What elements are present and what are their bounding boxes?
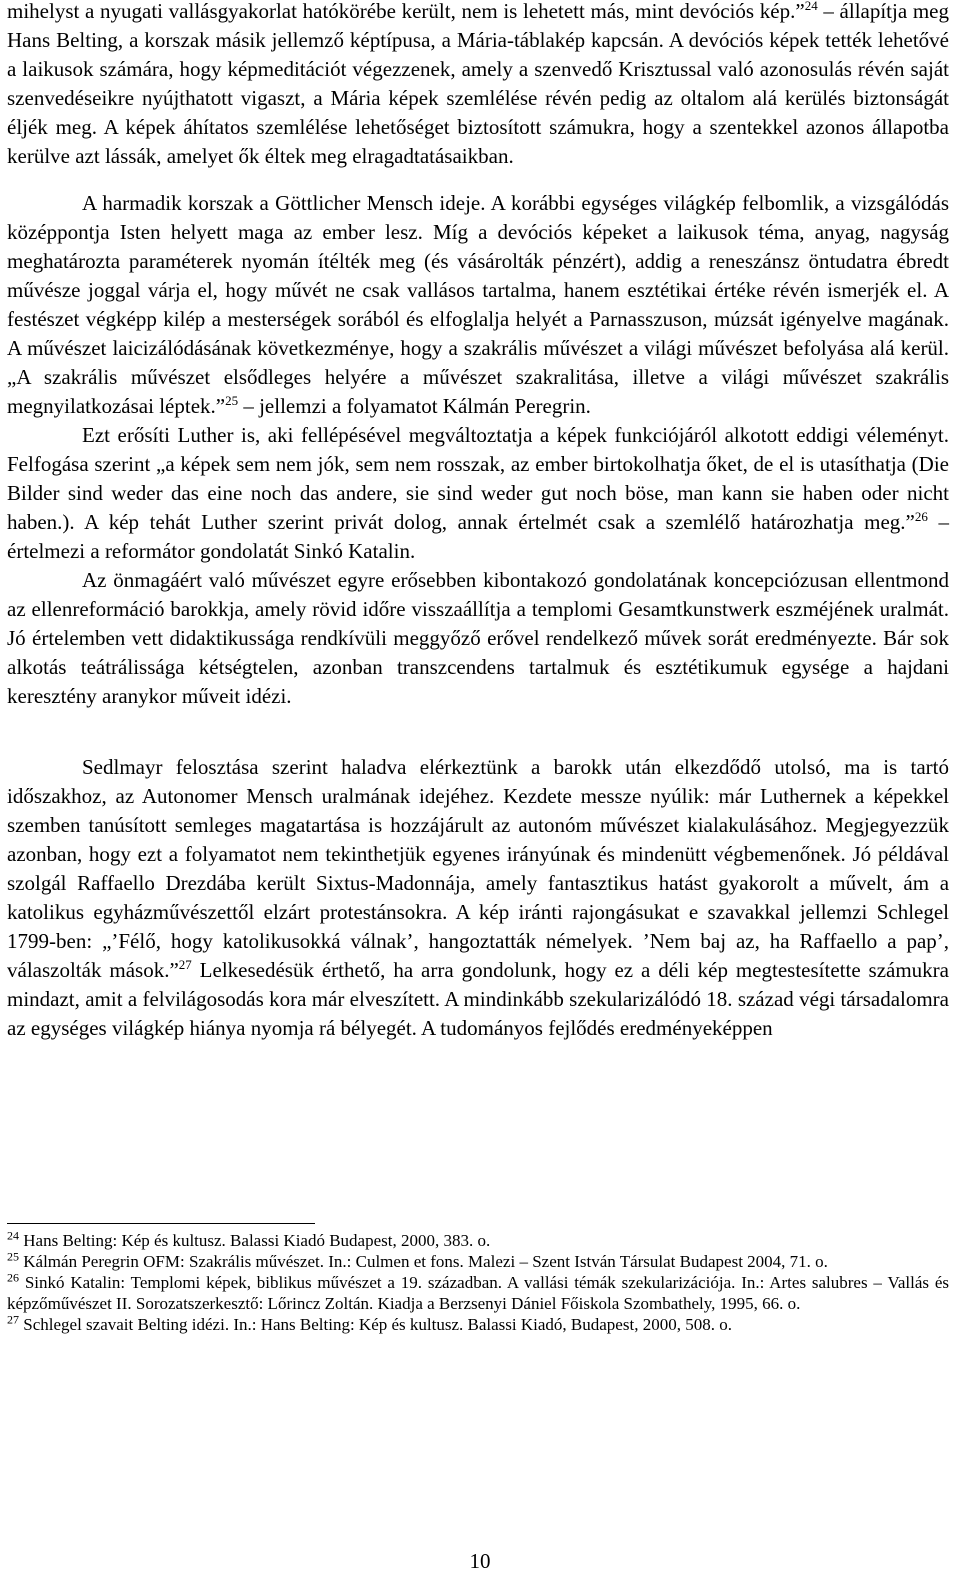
footnote-separator xyxy=(7,1223,315,1224)
paragraph-4 xyxy=(7,566,949,711)
text: a szentekkel azonos állapotba kerülve azt lássák, amelyet ők éltek meg elragadtatásaikban. xyxy=(7,115,949,168)
text: szerint privát dolog, annak értelmét csak a szemlélő határozhatja meg.” xyxy=(267,510,915,534)
text: ’Nem baj az, ha Raffaello a pap’, válaszolták mások.” xyxy=(7,929,950,982)
paragraph-1 xyxy=(7,0,949,171)
text: sind weder gut noch böse, man kann sie haben oder nicht haben.). A kép tehát Luther xyxy=(7,481,949,534)
text: rendkívüli meggyőző erővel rendelkező művek sorát eredményezte. Bár sok alkotás xyxy=(7,626,949,679)
text: szakralitása, illetve a világi művészet szakrális megnyilatkozásai léptek.” xyxy=(7,365,950,418)
text: képeket a laikusok téma, anyag, nagyság meghatározta paraméterek nyomán ítélték meg xyxy=(7,220,950,273)
text: teátrálissága kétségtelen, azonban transzcendens tartalmuk és esztétikumuk egysége a xyxy=(80,655,873,679)
footnote-text: Hans Belting: Kép és kultusz. Balassi Kiadó Budapest, 2000, 383. o. xyxy=(19,1231,491,1250)
text: A harmadik korszak a Göttlicher Mensch ideje. A korábbi egységes világkép xyxy=(82,191,736,215)
text: Sedlmayr felosztása szerint haladva elérkeztünk a barokk után elkezdődő utolsó, xyxy=(82,755,831,779)
text: felbomlik, a vizsgálódás középpontja Isten helyett maga az ember lesz. Míg a devóciós xyxy=(7,191,949,244)
text: Drezdába került Sixtus-Madonnája, amely fantasztikus hatást gyakorolt a művelt, ám a xyxy=(165,871,950,895)
footnote-number: 27 xyxy=(7,1312,19,1327)
text: templomi Gesamtkunstwerk eszméjének uralmát. Jó értelemben vett didaktikussága xyxy=(7,597,950,650)
body-text xyxy=(7,0,949,1043)
footnote-text: Sinkó Katalin: Templomi képek, biblikus művészet a 19. században. A vallási témák szekularizációja. In.: Artes salubres – Vallás és képzőművészet II. Sorozatszerkesztő: Lőrincz Zoltán. Kiadja a Berzsenyi Dániel Főiskola Szombathely, 1995, 66. o. xyxy=(7,1273,949,1313)
text: folyamatot Kálmán Peregrin. xyxy=(346,394,591,418)
footnote-number: 24 xyxy=(7,1228,19,1243)
text: Lelkesedésük érthető, ha arra xyxy=(191,958,454,982)
text: mihelyst a nyugati vallásgyakorlat hatókörébe került, nem is lehetett más, mint devóciós xyxy=(7,0,755,23)
text: jellemzi Schlegel 1799-ben: „’Félő, hogy katolikusokká válnak’, hangoztatták némelyek. xyxy=(7,900,950,953)
text: nyújthatott vigaszt, a Mária képek szemlélése révén pedig az oltalom alá kerülés xyxy=(141,86,846,110)
text: végezzenek, amely a szenvedő Krisztussal való azonosulás révén saját szenvedéseikre xyxy=(7,57,949,110)
text: (és vásárolták pénzért), addig a reneszánsz öntudatra ébredt művésze joggal várja el, hogy xyxy=(7,249,949,302)
text: biztonságát éljék meg. A képek áhítatos szemlélése lehetőséget biztosított számukra, hogy xyxy=(7,86,949,139)
text: kép.” xyxy=(759,0,805,23)
text: művészet befolyása alá kerül. „A szakrális művészet elsődleges helyére a művészet xyxy=(7,336,950,389)
footnote-text: Schlegel szavait Belting idézi. In.: Hans Belting: Kép és kultusz. Balassi Kiadó, Budapest, 2000, 508. o. xyxy=(19,1315,732,1334)
text: koncepciózusan ellentmond az ellenreformáció barokkja, amely rövid időre visszaállítja a xyxy=(7,568,950,621)
footnote-text: Kálmán Peregrin OFM: Szakrális művészet. In.: Culmen et fons. Malezi – Szent István Társulat Budapest 2004, 71. o. xyxy=(19,1252,828,1271)
footnote-27 xyxy=(7,1314,949,1335)
text: Az önmagáért való művészet egyre erősebben kibontakozó gondolatának xyxy=(82,568,707,592)
text: katolikus egyházművészettől elzárt protestánsokra. A kép iránti rajongásukat e szavakkal xyxy=(7,900,791,924)
footnote-ref-25[interactable]: 25 xyxy=(225,393,239,408)
text: hajdani keresztény aranykor műveit idézi. xyxy=(7,655,950,708)
paragraph-2 xyxy=(7,189,949,421)
text: reformátor gondolatát Sinkó Katalin. xyxy=(104,539,416,563)
text: eddigi véleményt. Felfogása szerint „a képek sem nem jók, sem nem rosszak, az ember xyxy=(7,423,949,476)
footnote-26 xyxy=(7,1272,949,1314)
text: tekinthetjük egyenes irányúnak és mindenütt végbemenőnek. Jó példával szolgál Raffaello xyxy=(7,842,950,895)
text: egységes világkép hiánya nyomja rá bélyegét. A tudományos fejlődés eredményeképpen xyxy=(30,1016,773,1040)
text: – értelmezi a xyxy=(7,510,950,563)
text: ma is tartó időszakhoz, az Autonomer Mensch uralmának idejéhez. Kezdete messze xyxy=(7,755,950,808)
text: kora már elveszített. A mindinkább szekularizálódó 18. század végi társadalomra az xyxy=(7,987,949,1040)
footnotes xyxy=(7,1230,949,1335)
text: – állapítja meg Hans Belting, a korszak másik jellemző képtípusa, a Mária-táblakép xyxy=(7,0,950,52)
footnote-24 xyxy=(7,1230,949,1251)
text: – jellemzi a xyxy=(238,394,342,418)
footnote-ref-24[interactable]: 24 xyxy=(804,0,818,13)
text: Ezt erősíti Luther is, aki fellépésével megváltoztatja a képek funkciójáról alkotott xyxy=(82,423,789,447)
footnote-ref-27[interactable]: 27 xyxy=(178,957,192,972)
text: gondolunk, hogy ez a déli kép megtestesítette számukra mindazt, amit a felvilágosodás xyxy=(7,958,949,1011)
footnote-number: 26 xyxy=(7,1270,19,1285)
paragraph-3 xyxy=(7,421,949,566)
text: kapcsán. A devóciós képek tették lehetővé a laikusok számára, hogy képmeditációt xyxy=(7,28,950,81)
footnote-number: 25 xyxy=(7,1249,19,1264)
paragraph-5 xyxy=(7,753,949,1043)
text: magának. A művészet laicizálódásának következménye, hogy a szakrális művészet a világi xyxy=(7,307,950,360)
text: birtokolhatja őket, de el is utasíthatja (Die Bilder sind weder das eine noch das andere, sie xyxy=(7,452,949,505)
text: művét ne csak vallásos tartalma, hanem esztétikai értéke révén ismerjék el. A festészet xyxy=(7,278,949,331)
footnote-25 xyxy=(7,1251,949,1272)
text: nyúlik: már Luthernek a képekkel szemben tanúsított semleges magatartása is hozzájárult xyxy=(7,784,949,837)
footnote-ref-26[interactable]: 26 xyxy=(914,509,928,524)
text: az autonóm művészet kialakulásához. Megjegyezzük azonban, hogy ezt a folyamatot nem xyxy=(7,813,950,866)
page-number: 10 xyxy=(469,1549,491,1573)
text: végképp kilép a mesterségek sorából és elfoglalja helyét a Parnasszuson, múzsát igényelve xyxy=(85,307,862,331)
